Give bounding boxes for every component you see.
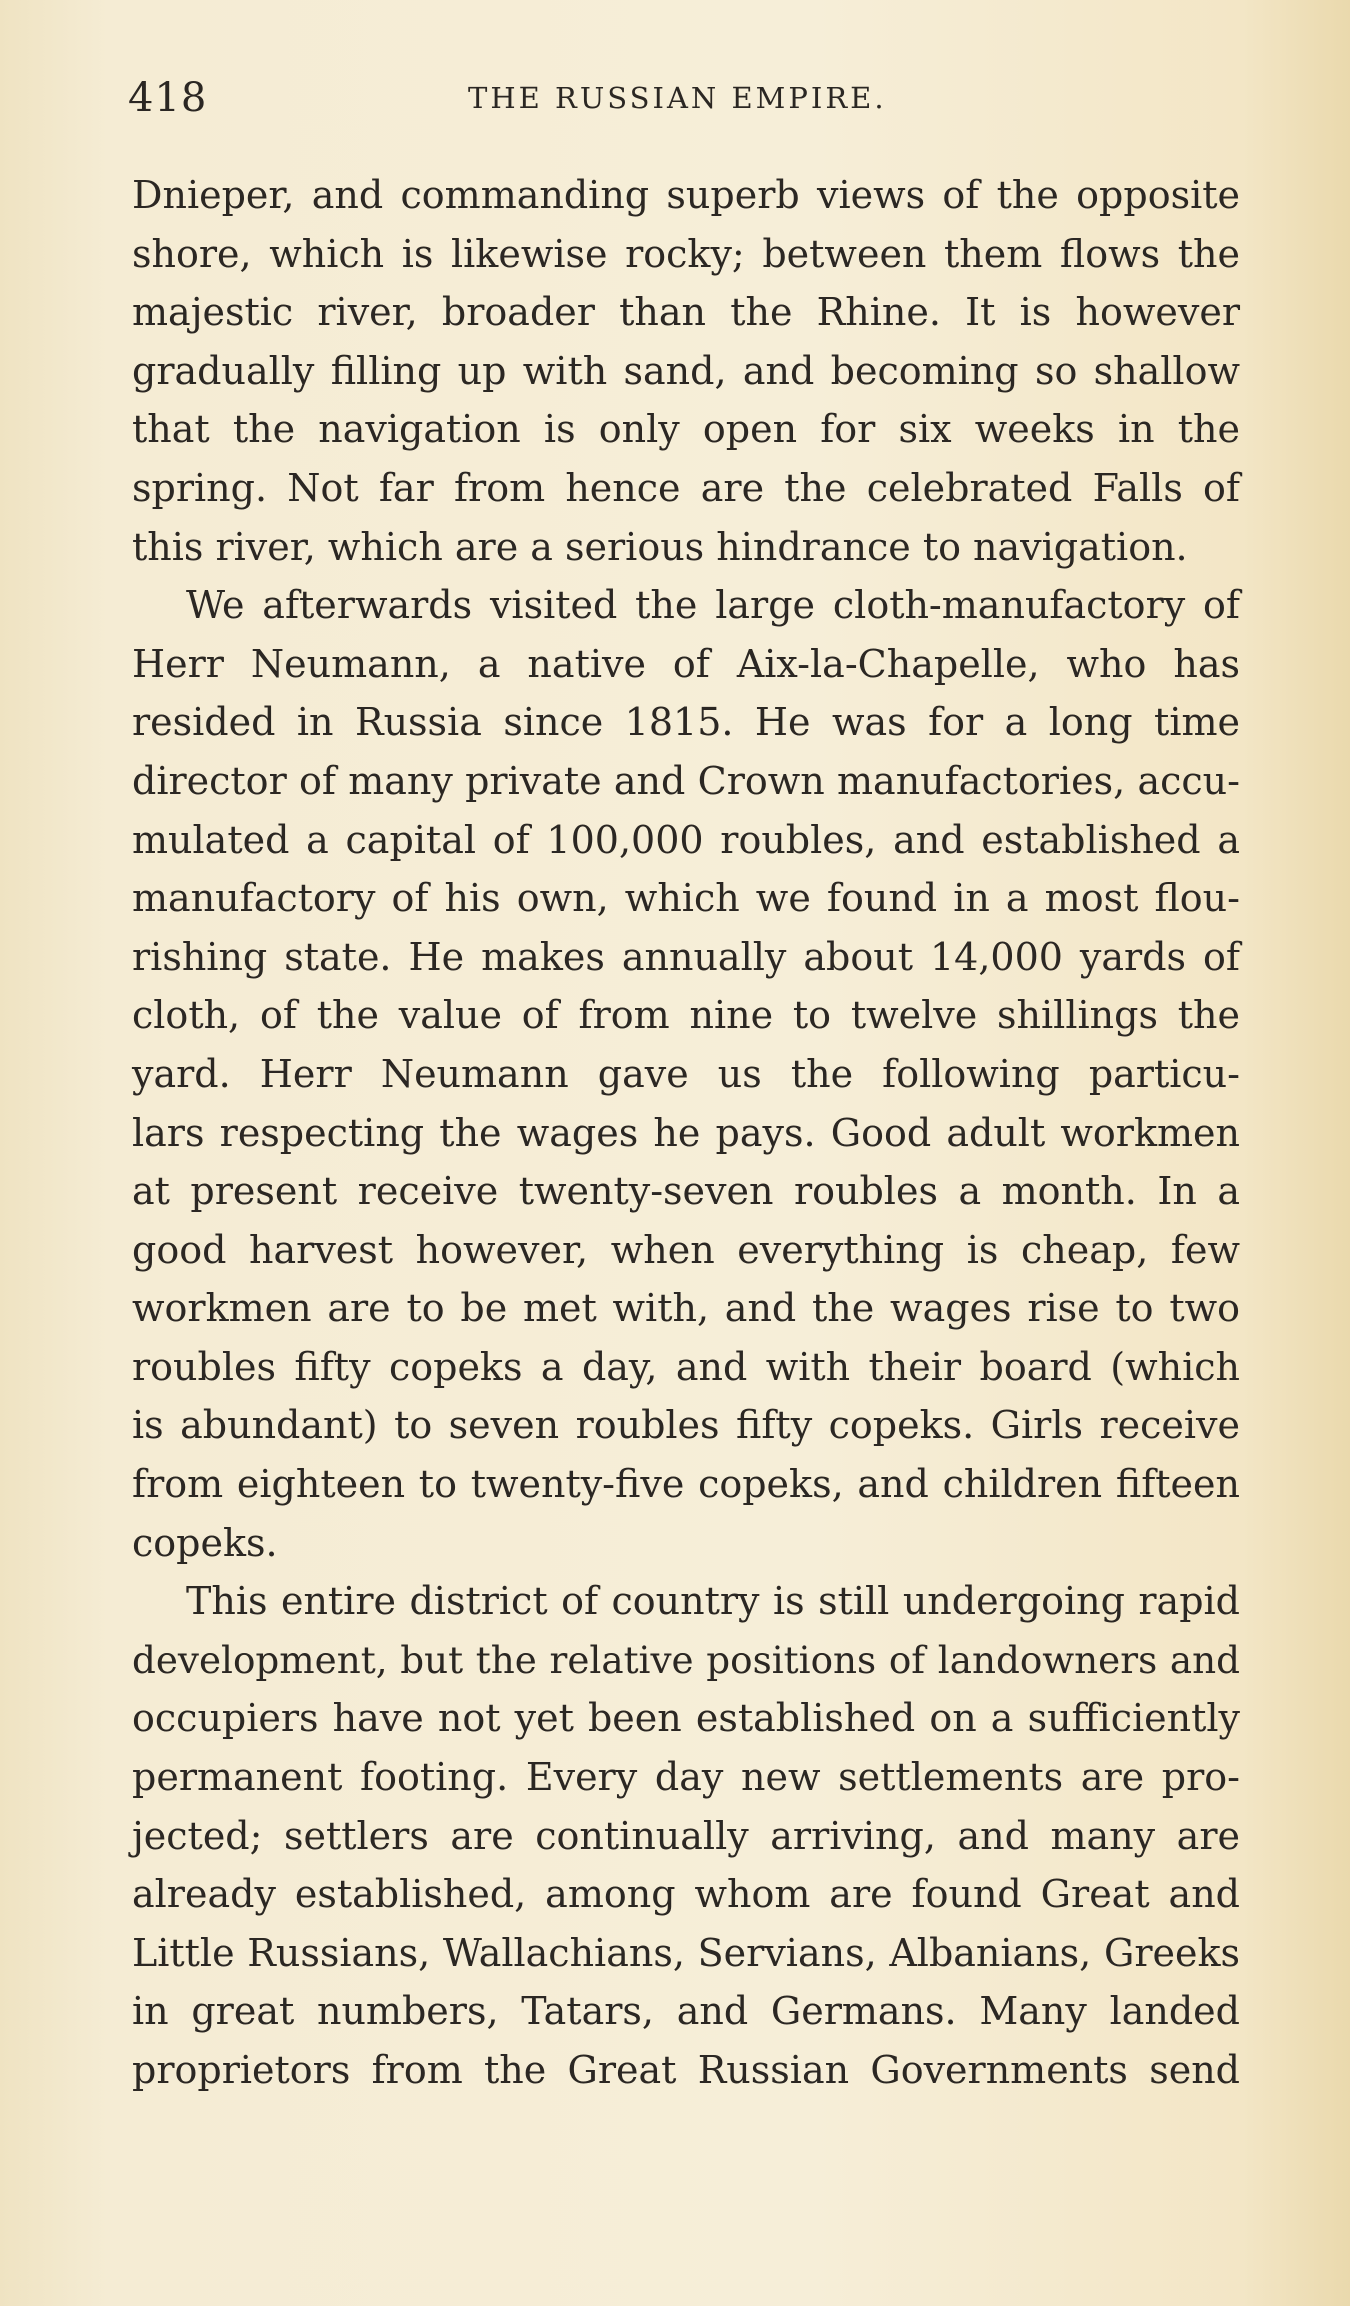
text-line: Herr Neumann, a native of Aix-la-Chapelle, who has xyxy=(132,641,1240,686)
text-line: development, but the relative positions of landowners and xyxy=(132,1637,1240,1682)
text-line: mulated a capital of 100,000 roubles, and established a xyxy=(132,817,1240,862)
text-line: proprietors from the Great Russian Governments send xyxy=(132,2048,1240,2092)
text-line: cloth, of the value of from nine to twelve shillings the xyxy=(132,993,1240,1038)
text-line: permanent footing. Every day new settlements are pro- xyxy=(132,1755,1240,1800)
text-line: majestic river, broader than the Rhine. It is however xyxy=(132,290,1240,335)
text-line: manufactory of his own, which we found in a most flou- xyxy=(132,876,1240,921)
text-line: is abundant) to seven roubles fifty copeks. Girls receive xyxy=(132,1403,1240,1448)
text-line: shore, which is likewise rocky; between them flows the xyxy=(132,231,1240,276)
text-line: that the navigation is only open for six weeks in the xyxy=(132,407,1240,452)
text-line: We afterwards visited the large cloth-manufactory of xyxy=(186,583,1240,628)
text-line: rishing state. He makes annually about 14,000 yards of xyxy=(132,934,1240,979)
text-line: this river, which are a serious hindrance to navigation. xyxy=(132,524,1188,569)
text-line: workmen are to be met with, and the wages rise to two xyxy=(132,1286,1240,1331)
text-line: director of many private and Crown manufactories, accu- xyxy=(132,758,1240,803)
text-line: This entire district of country is still undergoing rapid xyxy=(186,1579,1240,1624)
text-line: from eighteen to twenty-five copeks, and children fifteen xyxy=(132,1462,1240,1507)
text-line: Little Russians, Wallachians, Servians, Albanians, Greeks xyxy=(132,1930,1240,1975)
text-line: gradually filling up with sand, and becoming so shallow xyxy=(132,348,1240,393)
text-line: yard. Herr Neumann gave us the following particu- xyxy=(132,1051,1240,1096)
text-line: spring. Not far from hence are the celebrated Falls of xyxy=(132,465,1240,510)
text-line: copeks. xyxy=(132,1520,278,1565)
text-line: good harvest however, when everything is cheap, few xyxy=(132,1227,1240,1272)
text-line: already established, among whom are found Great and xyxy=(132,1872,1240,1917)
text-line: jected; settlers are continually arriving, and many are xyxy=(132,1813,1240,1858)
running-title: THE RUSSIAN EMPIRE. xyxy=(468,81,887,115)
page-number: 418 xyxy=(128,75,208,121)
text-line: resided in Russia since 1815. He was for a long time xyxy=(132,700,1240,745)
text-line: occupiers have not yet been established on a sufficiently xyxy=(132,1696,1240,1741)
text-line: in great numbers, Tatars, and Germans. Many landed xyxy=(132,1989,1240,2034)
running-head xyxy=(128,68,1248,128)
text-line: lars respecting the wages he pays. Good adult workmen xyxy=(132,1110,1240,1155)
body-text xyxy=(132,166,1240,2100)
text-line: Dnieper, and commanding superb views of the opposite xyxy=(132,173,1240,217)
text-line: roubles fifty copeks a day, and with their board (which xyxy=(132,1344,1240,1389)
text-line: at present receive twenty-seven roubles a month. In a xyxy=(132,1169,1240,1214)
